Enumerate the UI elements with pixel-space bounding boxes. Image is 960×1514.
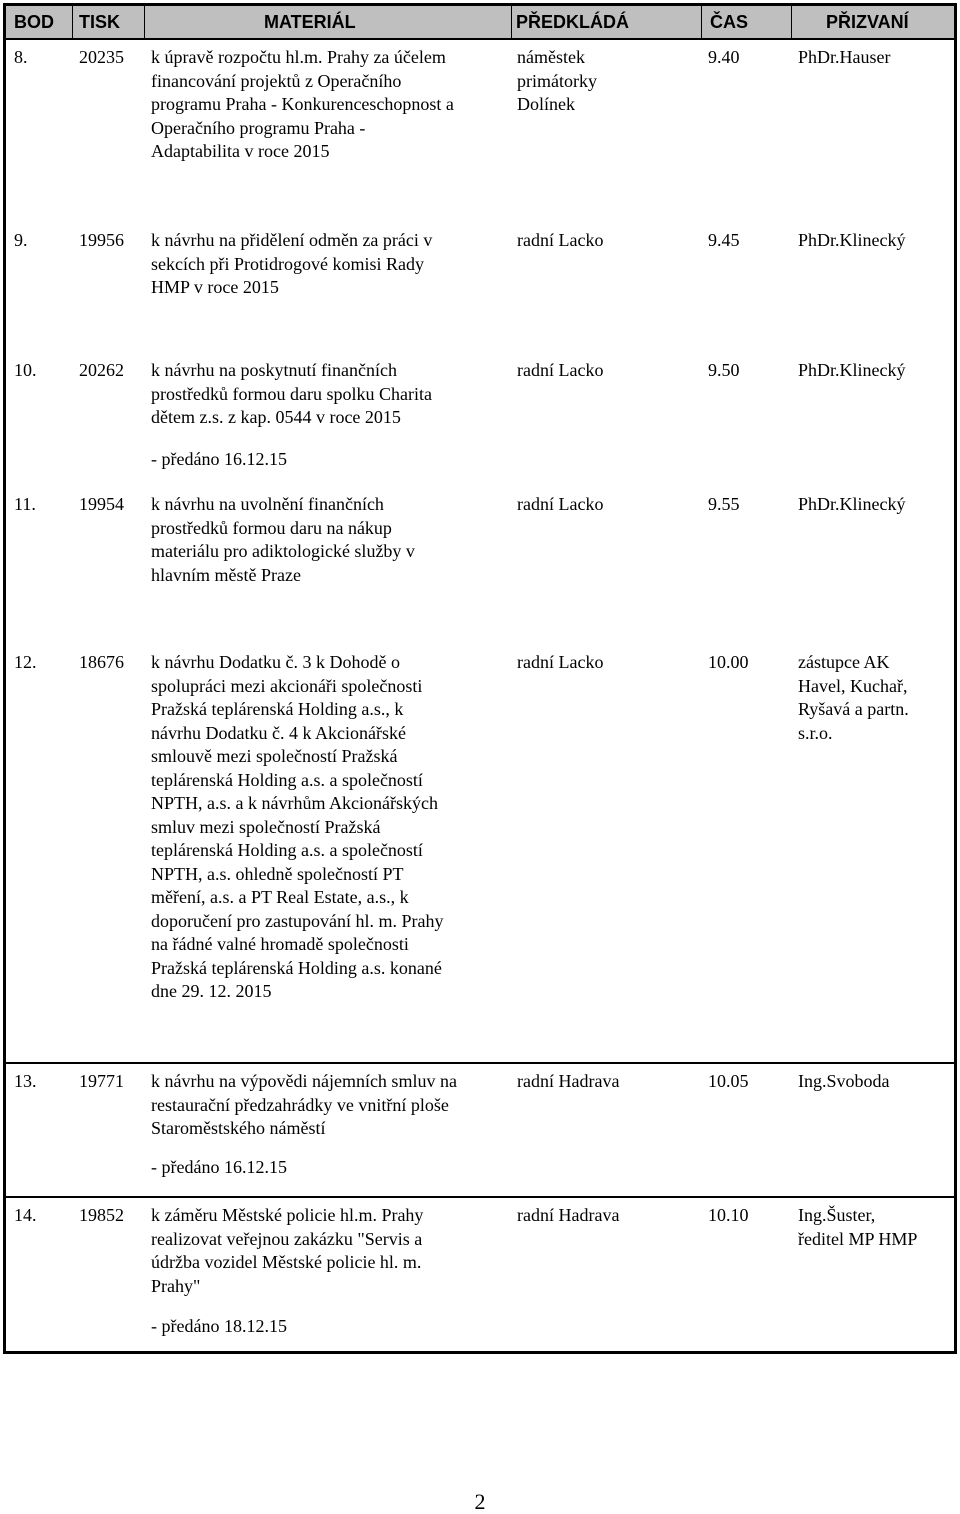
row-tisk: 20235 [79, 47, 124, 67]
material-line: financování projektů z Operačního [151, 70, 402, 91]
header-bod: BOD [14, 12, 54, 32]
row-material [151, 46, 511, 164]
material-line: NPTH, a.s. ohledně společností PT [151, 863, 404, 884]
header-divider [144, 6, 145, 40]
material-line: prostředků formou daru spolku Charita [151, 383, 432, 404]
material-line: Pražská teplárenská Holding a.s., k [151, 699, 404, 719]
table-row [6, 223, 954, 353]
row-prizvani [798, 359, 948, 383]
predklada-line: náměstek [517, 47, 585, 67]
predklada-line: radní Hadrava [517, 1205, 620, 1225]
row-note: - předáno 16.12.15 [151, 449, 287, 469]
prizvani-line: ředitel MP HMP [798, 1228, 918, 1249]
material-line: smluv mezi společností Pražská [151, 816, 381, 837]
row-cas: 9.45 [708, 230, 740, 250]
row-material [151, 359, 511, 430]
table-row [6, 1064, 954, 1198]
prizvani-line: PhDr.Hauser [798, 47, 891, 67]
prizvani-line: Ing.Šuster, [798, 1205, 876, 1225]
prizvani-line: zástupce AK [798, 652, 890, 672]
row-bod: 9. [14, 230, 28, 250]
material-line: teplárenská Holding a.s. a společností [151, 840, 423, 860]
row-cas: 9.40 [708, 47, 740, 67]
prizvani-line: Ryšavá a partn. [798, 699, 909, 719]
agenda-table [3, 3, 957, 1354]
material-line: na řádné valné hromadě společnosti [151, 934, 409, 954]
row-bod: 8. [14, 47, 28, 67]
material-line: Prahy" [151, 1275, 201, 1296]
row-prizvani [798, 651, 948, 745]
row-predklada [517, 359, 687, 383]
row-predklada [517, 651, 687, 675]
row-predklada [517, 1070, 687, 1094]
material-line: teplárenská Holding a.s. a společností [151, 769, 423, 790]
material-line: k návrhu na přidělení odměn za práci v [151, 230, 433, 250]
row-cas: 10.00 [708, 652, 749, 672]
row-note: - předáno 16.12.15 [151, 1157, 287, 1177]
material-line: k návrhu na poskytnutí finančních [151, 360, 397, 380]
row-predklada [517, 493, 687, 517]
prizvani-line: Ing.Svoboda [798, 1071, 890, 1091]
row-predklada [517, 1204, 687, 1228]
row-bod: 12. [14, 652, 37, 672]
material-line: smlouvě mezi společností Pražská [151, 746, 398, 766]
material-line: prostředků formou daru na nákup [151, 517, 392, 538]
prizvani-line: PhDr.Klinecký [798, 494, 906, 514]
material-line: k návrhu na výpovědi nájemních smluv na [151, 1071, 457, 1091]
header-divider [791, 6, 792, 40]
row-cas: 9.55 [708, 494, 740, 514]
material-line: návrhu Dodatku č. 4 k Akcionářské [151, 722, 406, 743]
row-tisk: 19954 [79, 494, 124, 514]
row-bod: 11. [14, 494, 36, 514]
prizvani-line: Havel, Kuchař, [798, 675, 908, 696]
material-line: údržba vozidel Městské policie hl. m. [151, 1252, 422, 1272]
predklada-line: radní Lacko [517, 230, 604, 250]
material-line: k záměru Městské policie hl.m. Prahy [151, 1205, 424, 1225]
predklada-line: radní Lacko [517, 360, 604, 380]
material-line: hlavním městě Praze [151, 564, 301, 585]
row-tisk: 19771 [79, 1071, 124, 1091]
row-material [151, 229, 511, 300]
row-prizvani [798, 1204, 948, 1251]
material-line: měření, a.s. a PT Real Estate, a.s., k [151, 887, 409, 907]
material-line: Operačního programu Praha - [151, 117, 366, 138]
row-cas: 10.05 [708, 1071, 749, 1091]
row-prizvani [798, 1070, 948, 1094]
row-prizvani [798, 229, 948, 253]
material-line: Adaptabilita v roce 2015 [151, 141, 330, 161]
material-line: dětem z.s. z kap. 0544 v roce 2015 [151, 407, 401, 427]
material-line: NPTH, a.s. a k návrhům Akcionářských [151, 793, 438, 813]
material-line: realizovat veřejnou zakázku "Servis a [151, 1228, 423, 1249]
row-bod: 10. [14, 360, 37, 380]
row-predklada [517, 229, 687, 253]
row-prizvani [798, 46, 948, 70]
table-row [6, 645, 954, 1064]
table-row [6, 353, 954, 487]
row-material [151, 1204, 511, 1298]
table-row [6, 487, 954, 645]
material-line: spolupráci mezi akcionáři společnosti [151, 675, 423, 696]
prizvani-line: PhDr.Klinecký [798, 230, 906, 250]
table-header [6, 6, 954, 40]
material-line: Staroměstského náměstí [151, 1118, 326, 1138]
row-bod: 13. [14, 1071, 37, 1091]
header-cas: ČAS [710, 12, 749, 32]
table-row [6, 1198, 954, 1348]
row-material [151, 651, 511, 1004]
header-tisk: TISK [79, 12, 121, 32]
material-line: dne 29. 12. 2015 [151, 981, 272, 1001]
row-material [151, 493, 511, 587]
header-prizvani: PŘIZVANÍ [826, 12, 909, 32]
material-line: doporučení pro zastupování hl. m. Prahy [151, 910, 444, 931]
header-divider [511, 6, 512, 40]
row-cas: 9.50 [708, 360, 740, 380]
row-cas: 10.10 [708, 1205, 749, 1225]
header-material: MATERIÁL [264, 12, 356, 32]
prizvani-line: PhDr.Klinecký [798, 360, 906, 380]
material-line: k návrhu Dodatku č. 3 k Dohodě o [151, 652, 400, 672]
material-line: programu Praha - Konkurenceschopnost a [151, 94, 454, 114]
row-material [151, 1070, 511, 1141]
header-divider [72, 6, 73, 40]
row-predklada [517, 46, 687, 117]
header-predklada: PŘEDKLÁDÁ [516, 12, 630, 32]
prizvani-line: s.r.o. [798, 722, 833, 743]
predklada-line: radní Hadrava [517, 1071, 620, 1091]
predklada-line: radní Lacko [517, 652, 604, 672]
material-line: sekcích při Protidrogové komisi Rady [151, 253, 424, 274]
row-note: - předáno 18.12.15 [151, 1316, 287, 1336]
predklada-line: primátorky [517, 70, 597, 91]
material-line: k úpravě rozpočtu hl.m. Prahy za účelem [151, 47, 446, 67]
row-bod: 14. [14, 1205, 37, 1225]
material-line: Pražská teplárenská Holding a.s. konané [151, 957, 442, 978]
material-line: restaurační předzahrádky ve vnitřní ploše [151, 1094, 449, 1115]
page-number: 2 [474, 1489, 486, 1514]
material-line: HMP v roce 2015 [151, 277, 279, 297]
row-tisk: 19956 [79, 230, 124, 250]
material-line: materiálu pro adiktologické služby v [151, 541, 415, 561]
predklada-line: radní Lacko [517, 494, 604, 514]
material-line: k návrhu na uvolnění finančních [151, 494, 384, 514]
row-tisk: 18676 [79, 652, 124, 672]
header-divider [701, 6, 702, 40]
table-row [6, 40, 954, 223]
row-tisk: 19852 [79, 1205, 124, 1225]
predklada-line: Dolínek [517, 94, 575, 114]
row-prizvani [798, 493, 948, 517]
row-tisk: 20262 [79, 360, 124, 380]
